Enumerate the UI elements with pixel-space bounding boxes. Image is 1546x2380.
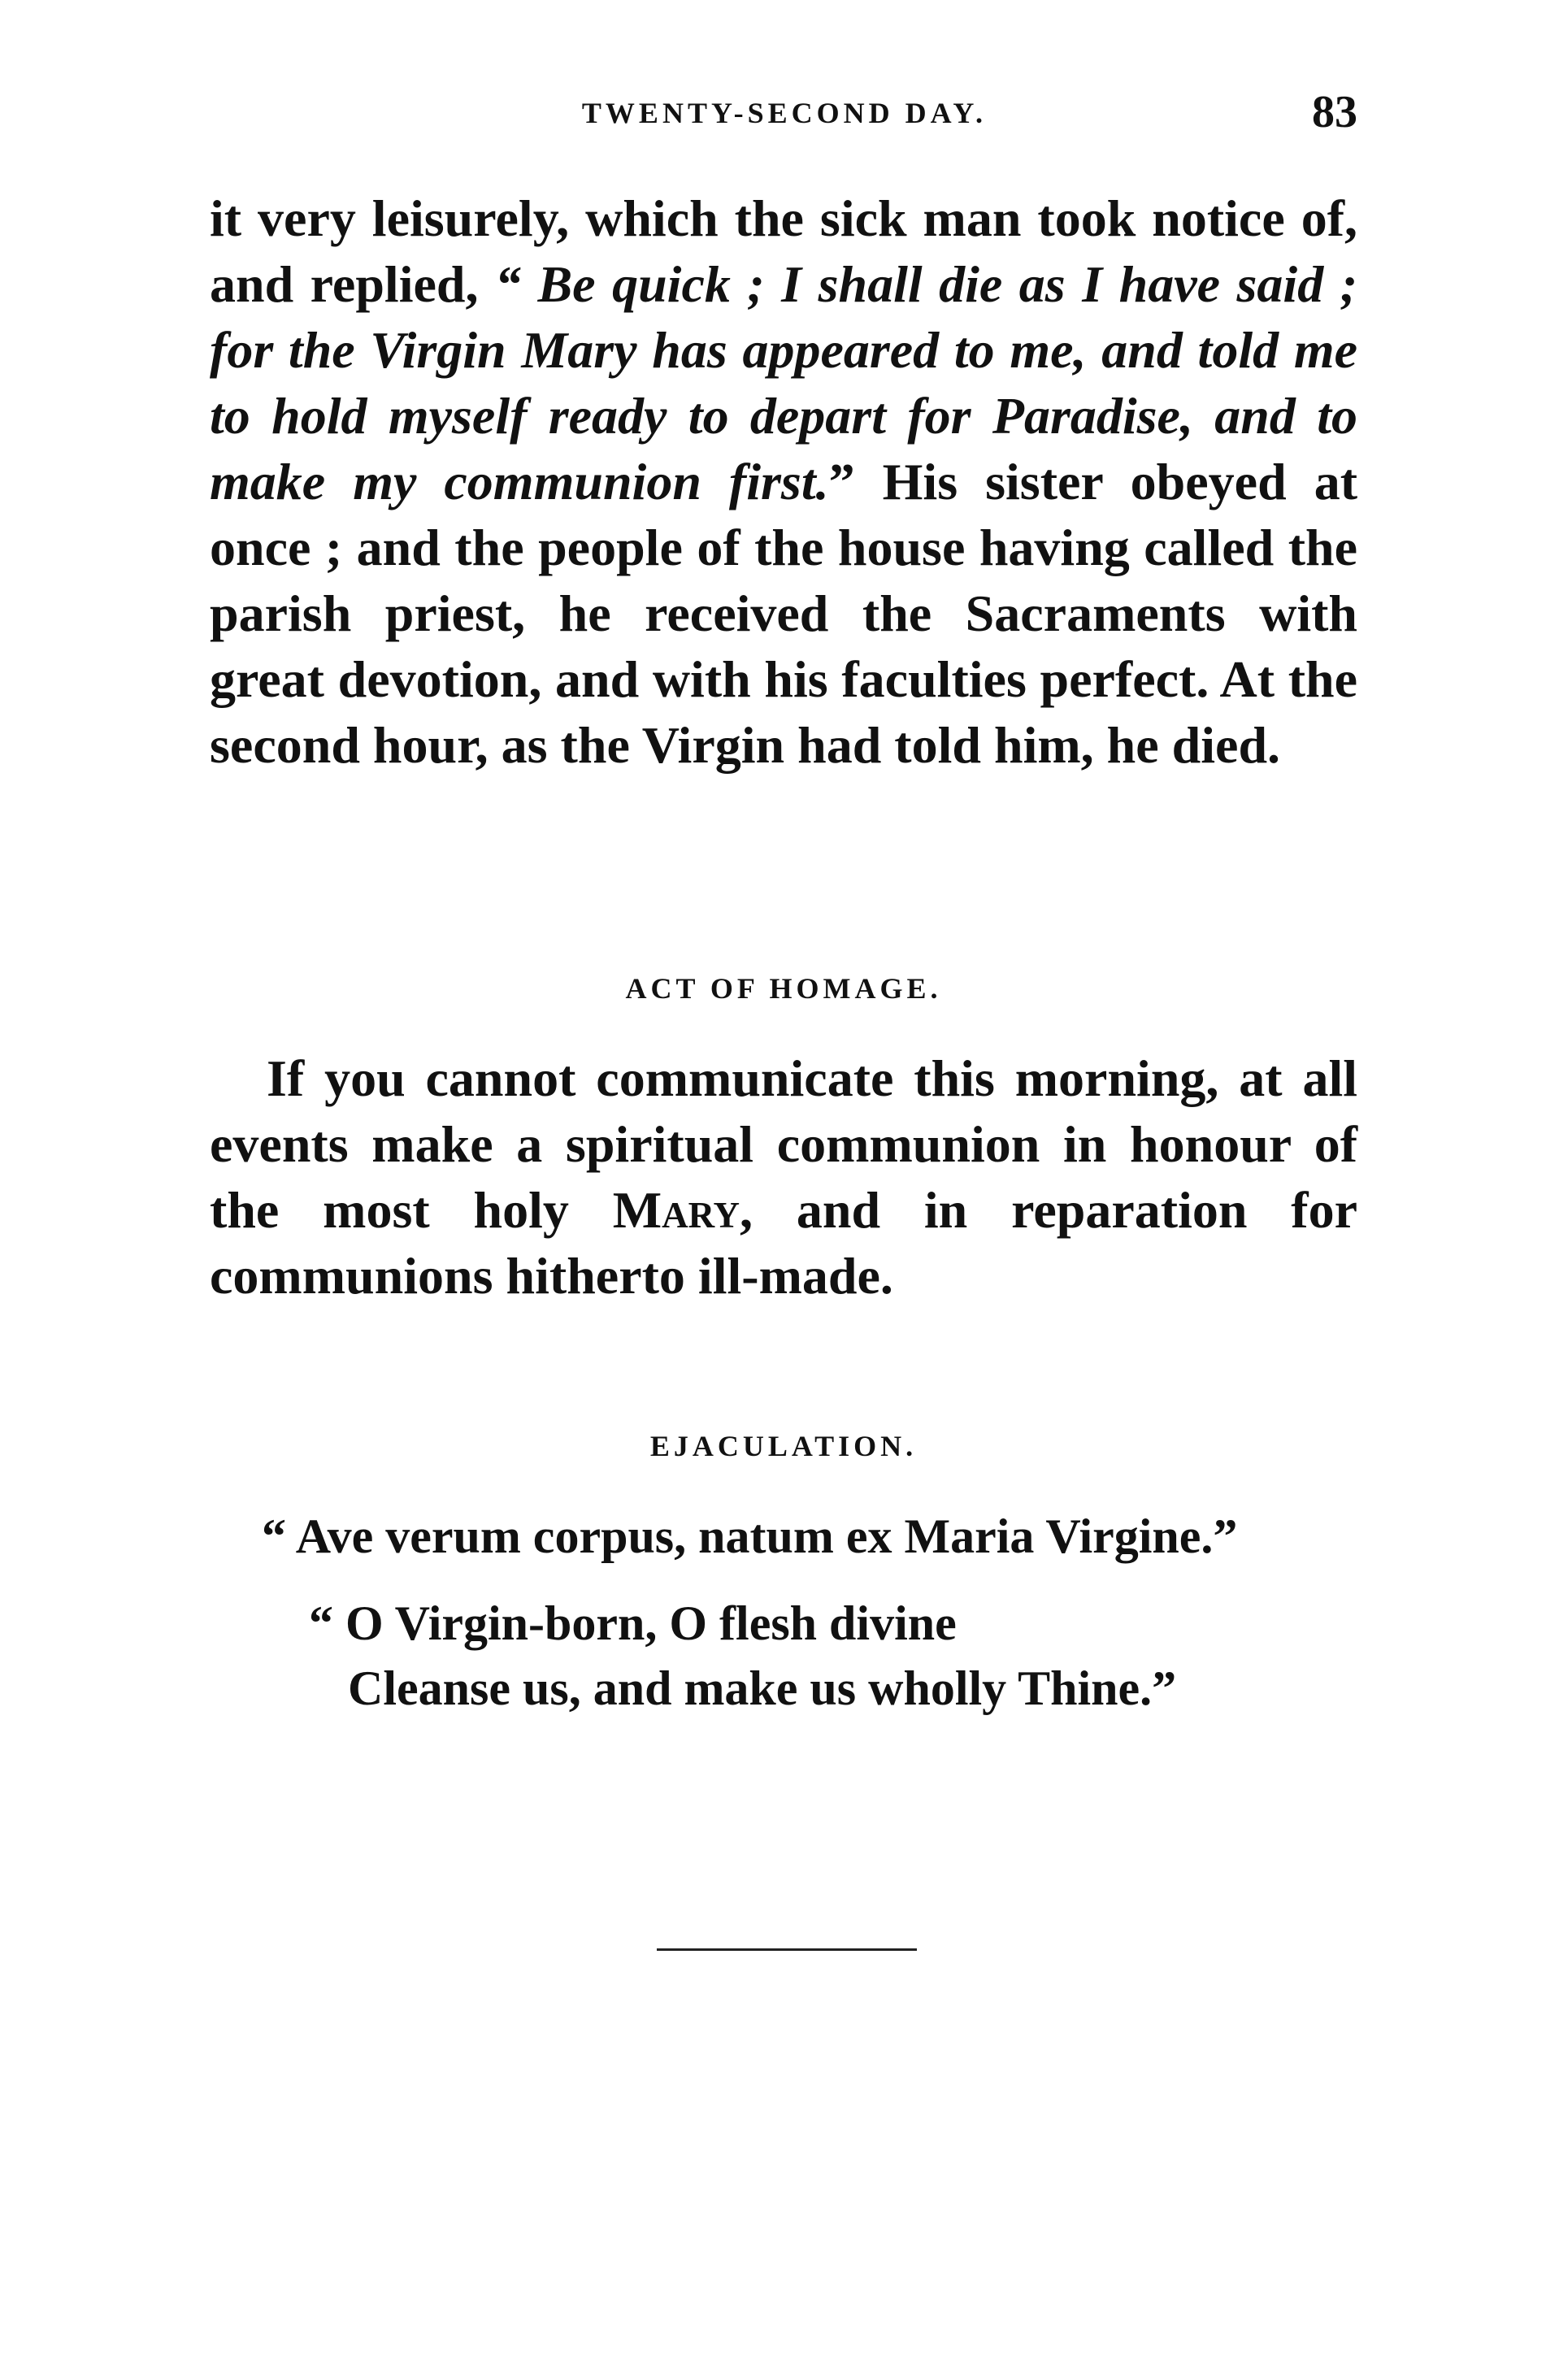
running-header [211, 81, 1357, 146]
page-number: 83 [1312, 87, 1357, 137]
english-verse-line-2: Cleanse us, and make us wholly Thine.” [348, 1661, 1177, 1715]
narrative-text-start: it very leisurely, which the sick man took notice of, and replied, [210, 189, 1357, 313]
narrative-text-end: ” His sister obeyed at once ; and the people of the house having called the parish priest, he received the Sacraments with great devotion, and with his faculties perfect. At the second hour, as the Virgin had told him, he died. [210, 453, 1358, 774]
latin-verse: “ Ave verum corpus, natum ex Maria Virgine.” [262, 1509, 1238, 1563]
running-title: TWENTY-SECOND DAY. [581, 97, 988, 129]
end-rule-divider [657, 1948, 917, 1951]
act-of-homage-heading: ACT OF HOMAGE. [625, 972, 942, 1005]
homage-name-smallcaps: Mary [612, 1181, 740, 1239]
english-verse-line-1: “ O Virgin-born, O flesh divine [309, 1596, 957, 1650]
ejaculation-heading: EJACULATION. [649, 1430, 918, 1462]
homage-text-end: , and in reparation for communions hitherto ill-made. [210, 1181, 1358, 1305]
quoted-speech-italic: “ Be quick ; I shall die as I have said ; for the Virgin Mary has appeared to me, and told me to hold myself ready to depart for Paradise, and to make my communion first. [210, 255, 1358, 510]
homage-text-start: If you cannot communicate this morning, at all events make a spiritual communion in honour of the most holy [210, 1049, 1357, 1239]
narrative-paragraph [210, 185, 1357, 778]
act-of-homage-paragraph [210, 1045, 1357, 1309]
